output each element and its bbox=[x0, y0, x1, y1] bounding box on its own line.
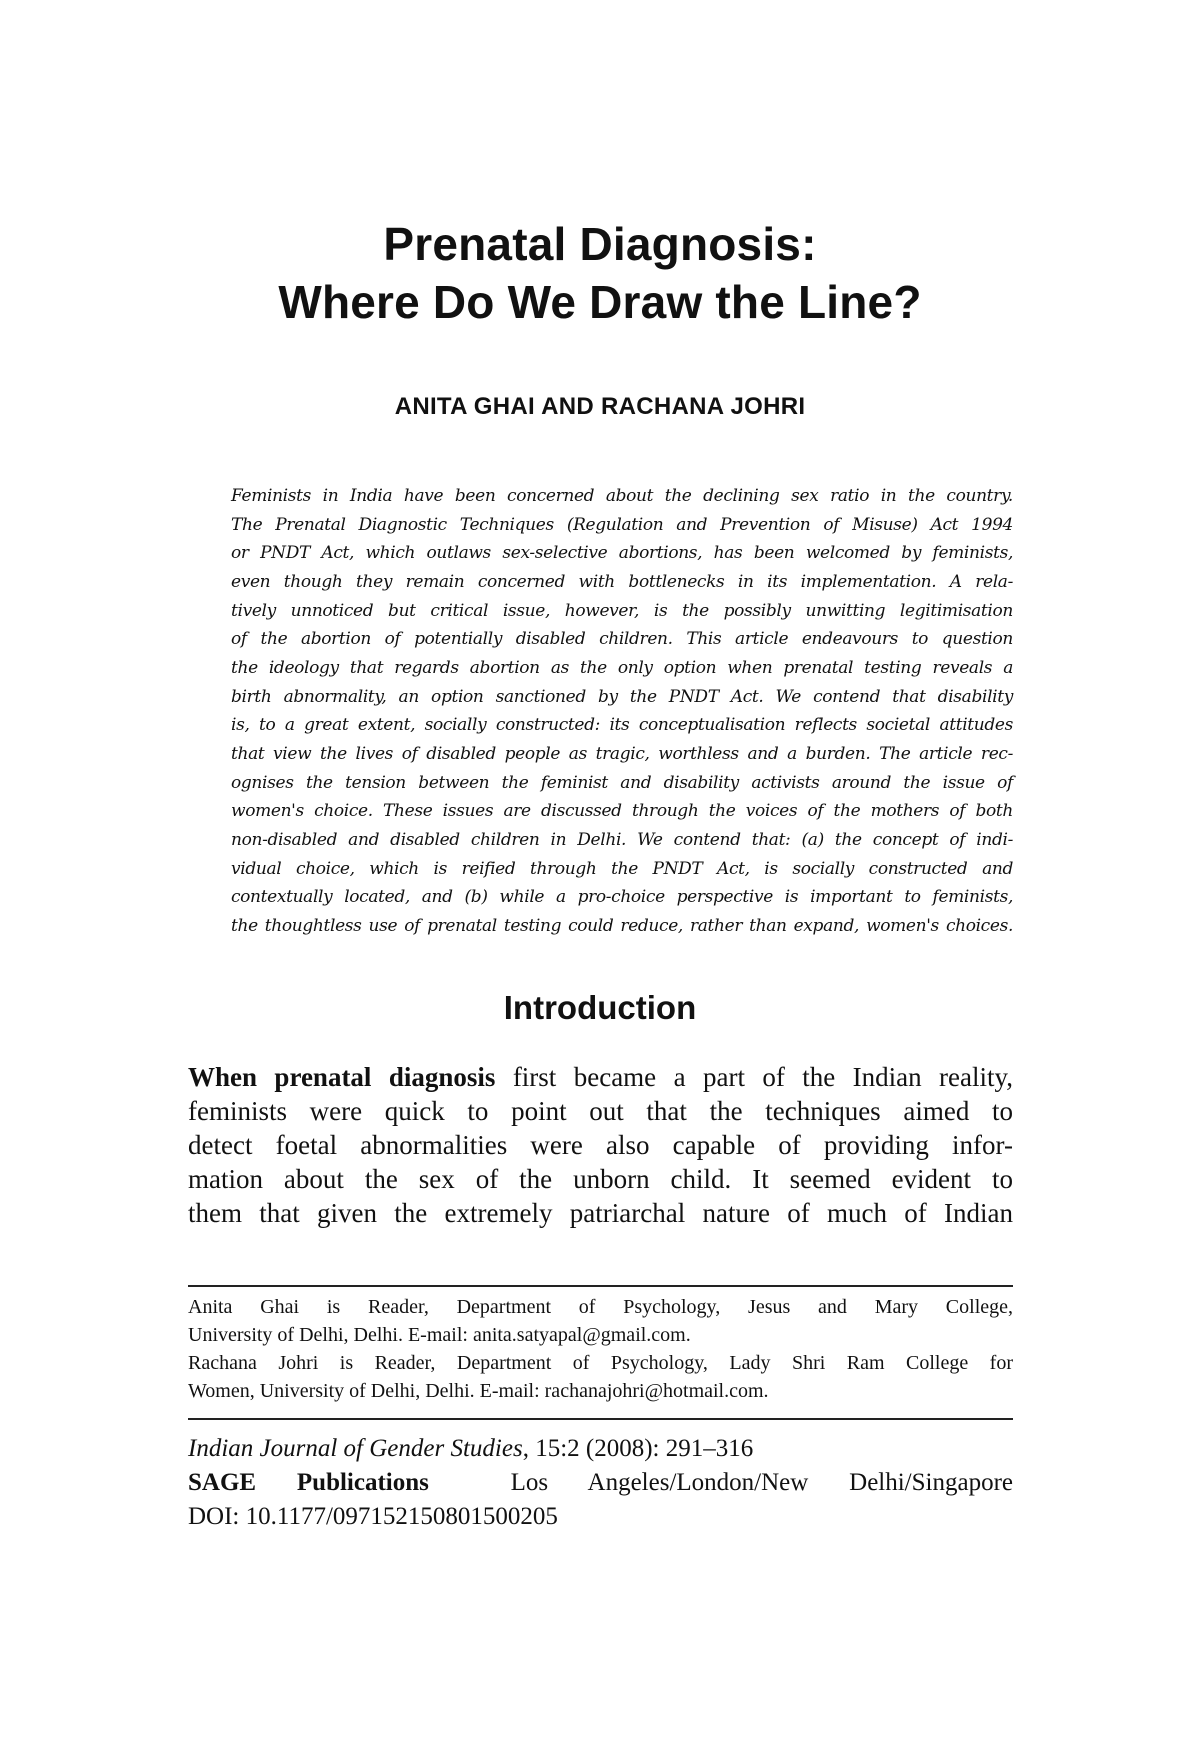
abstract-line: women's choice. These issues are discussed through the voices of the mothers of both bbox=[231, 801, 1013, 822]
section-heading-introduction: Introduction bbox=[503, 989, 697, 1026]
abstract-line: is, to a great extent, socially constructed: its conceptualisation reflects societal attitudes bbox=[231, 715, 1013, 736]
abstract-line: even though they remain concerned with bottlenecks in its implementation. A rela- bbox=[231, 571, 1013, 592]
body-line: feminists were quick to point out that the techniques aimed to bbox=[188, 1096, 1013, 1126]
abstract-line: the thoughtless use of prenatal testing could reduce, rather than expand, women's choices. bbox=[231, 915, 1013, 936]
article-authors: ANITA GHAI AND RACHANA JOHRI bbox=[394, 393, 806, 420]
footnote-line: Women, University of Delhi, Delhi. E-mail: rachanajohri@hotmail.com. bbox=[188, 1380, 769, 1402]
abstract-line: contextually located, and (b) while a pro-choice perspective is important to feminists, bbox=[231, 887, 1013, 908]
article-title-line-2: Where Do We Draw the Line? bbox=[278, 276, 922, 328]
abstract-line: non-disabled and disabled children in Delhi. We contend that: (a) the concept of indi- bbox=[231, 829, 1013, 850]
introduction-body bbox=[188, 1060, 1013, 1230]
abstract-line: of the abortion of potentially disabled children. This article endeavours to question bbox=[231, 629, 1013, 650]
body-line: them that given the extremely patriarchal nature of much of Indian bbox=[188, 1198, 1013, 1228]
journal-name: Indian Journal of Gender Studies bbox=[188, 1435, 523, 1462]
abstract-line: the ideology that regards abortion as the only option when prenatal testing reveals a bbox=[231, 657, 1013, 678]
abstract-line: birth abnormality, an option sanctioned by the PNDT Act. We contend that disability bbox=[231, 686, 1013, 707]
footnote-line: Rachana Johri is Reader, Department of Psychology, Lady Shri Ram College for bbox=[188, 1352, 1013, 1374]
body-line: mation about the sex of the unborn child. It seemed evident to bbox=[188, 1164, 1013, 1194]
article-title-line-1: Prenatal Diagnosis: bbox=[383, 218, 817, 270]
article-title bbox=[0, 215, 1200, 331]
body-line-rest: first became a part of the Indian reality, bbox=[495, 1062, 1013, 1092]
body-line bbox=[188, 1060, 1013, 1094]
footnote-line: University of Delhi, Delhi. E-mail: anita.satyapal@gmail.com. bbox=[188, 1324, 691, 1346]
abstract-line: ognises the tension between the feminist and disability activists around the issue of bbox=[231, 772, 1013, 793]
abstract-line: Feminists in India have been concerned about the declining sex ratio in the country. bbox=[231, 486, 1013, 506]
author-footnotes bbox=[188, 1293, 1013, 1405]
abstract-line: tively unnoticed but critical issue, however, is the possibly unwitting legitimisation bbox=[231, 600, 1013, 621]
publisher-locations: Los Angeles/London/New Delhi/Singapore bbox=[510, 1469, 1013, 1496]
abstract-line: that view the lives of disabled people as tragic, worthless and a burden. The article rec- bbox=[231, 743, 1013, 764]
journal-citation bbox=[188, 1432, 1013, 1534]
citation-journal-line bbox=[188, 1432, 1013, 1466]
publisher-name: SAGE Publications bbox=[188, 1469, 429, 1496]
body-lead-in: When prenatal diagnosis bbox=[188, 1062, 496, 1092]
citation-doi: DOI: 10.1177/097152150801500205 bbox=[188, 1503, 558, 1530]
footnote-divider bbox=[188, 1285, 1013, 1287]
journal-issue: , 15:2 (2008): 291–316 bbox=[522, 1435, 754, 1462]
abstract-line: or PNDT Act, which outlaws sex-selective abortions, has been welcomed by feminists, bbox=[231, 543, 1013, 564]
citation-divider bbox=[188, 1418, 1013, 1420]
citation-publisher-line bbox=[188, 1466, 1013, 1500]
abstract bbox=[231, 482, 1013, 941]
footnote-line: Anita Ghai is Reader, Department of Psychology, Jesus and Mary College, bbox=[188, 1296, 1013, 1318]
abstract-line: vidual choice, which is reified through the PNDT Act, is socially constructed and bbox=[231, 858, 1013, 879]
body-line: detect foetal abnormalities were also capable of providing infor- bbox=[188, 1130, 1013, 1160]
abstract-line: The Prenatal Diagnostic Techniques (Regulation and Prevention of Misuse) Act 1994 bbox=[231, 514, 1013, 535]
